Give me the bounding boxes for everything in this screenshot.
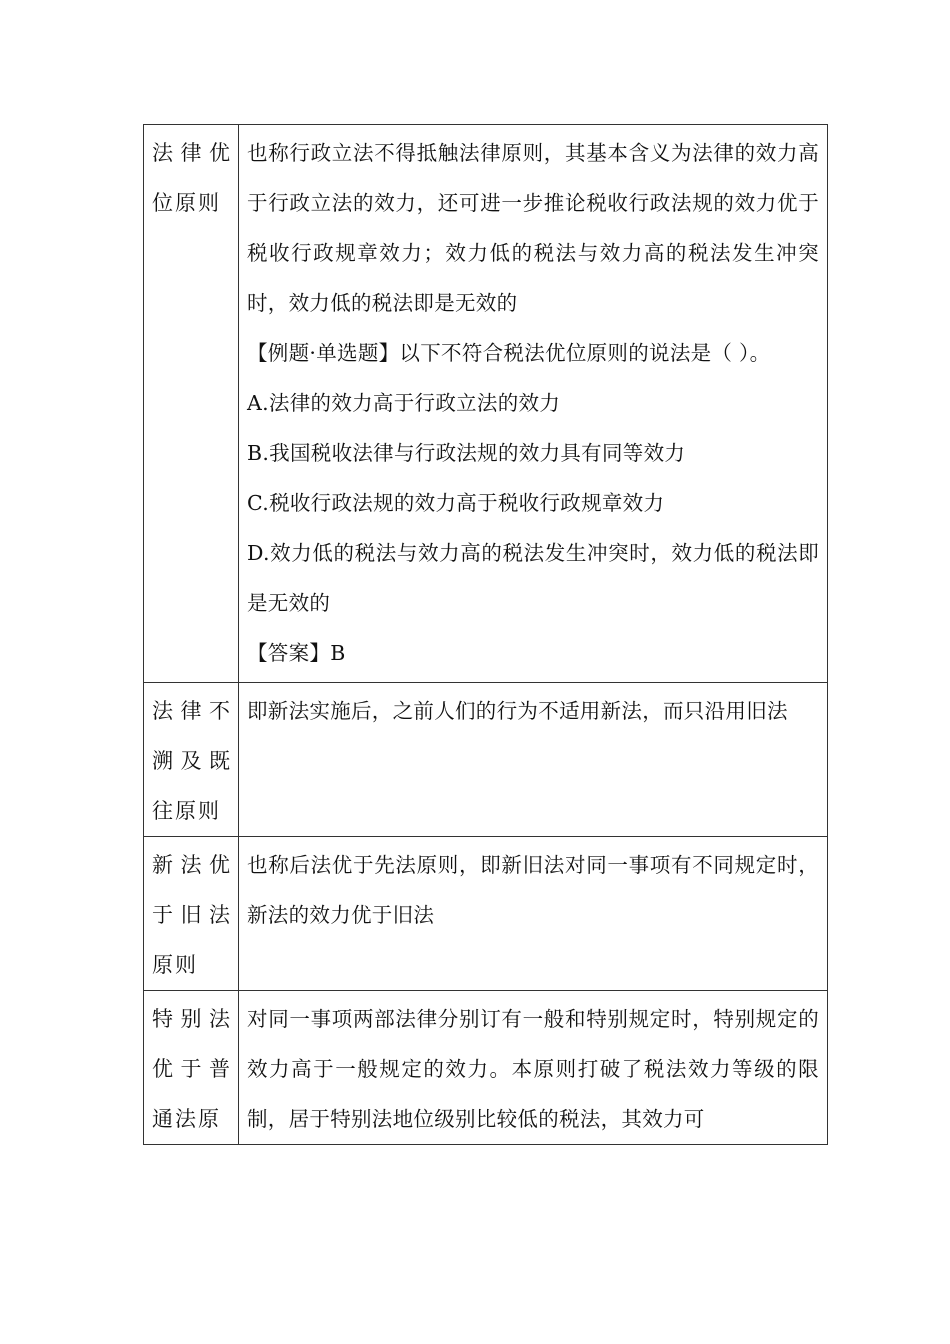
document-page [143,124,825,1145]
term-label: 特别法优于普通法原 [152,1007,232,1131]
table-row [144,837,828,991]
table-row [144,991,828,1145]
term-label: 法律优位原则 [152,141,232,215]
definition-text: 也称行政立法不得抵触法律原则，其基本含义为法律的效力高于行政立法的效力，还可进一步推论税收行政法规的效力优于税收行政规章效力；效力低的税法与效力高的税法发生冲突时，效力低的税法即是无效的 [247,141,819,315]
content-cell [239,683,828,837]
content-cell [239,125,828,683]
term-cell [144,683,239,837]
principles-table [143,124,828,1145]
definition-text: 对同一事项两部法律分别订有一般和特别规定时，特别规定的效力高于一般规定的效力。本原则打破了税法效力等级的限制，居于特别法地位级别比较低的税法，其效力可 [247,1007,819,1131]
option-a: A.法律的效力高于行政立法的效力 [247,391,561,415]
table-row [144,125,828,683]
definition-text: 也称后法优于先法原则，即新旧法对同一事项有不同规定时，新法的效力优于旧法 [247,853,819,927]
example-question: 【例题·单选题】以下不符合税法优位原则的说法是（ ）。 [247,341,771,365]
option-d: D.效力低的税法与效力高的税法发生冲突时，效力低的税法即是无效的 [247,541,819,615]
term-cell [144,837,239,991]
option-b: B.我国税收法律与行政法规的效力具有同等效力 [247,441,686,465]
option-c: C.税收行政法规的效力高于税收行政规章效力 [247,491,665,515]
term-label: 新法优于旧法原则 [152,853,232,977]
content-cell [239,837,828,991]
content-cell [239,991,828,1145]
term-label: 法律不溯及既往原则 [152,699,232,823]
answer-text: 【答案】B [247,641,346,665]
term-cell [144,125,239,683]
definition-text: 即新法实施后，之前人们的行为不适用新法，而只沿用旧法 [247,699,788,723]
term-cell [144,991,239,1145]
table-row [144,683,828,837]
